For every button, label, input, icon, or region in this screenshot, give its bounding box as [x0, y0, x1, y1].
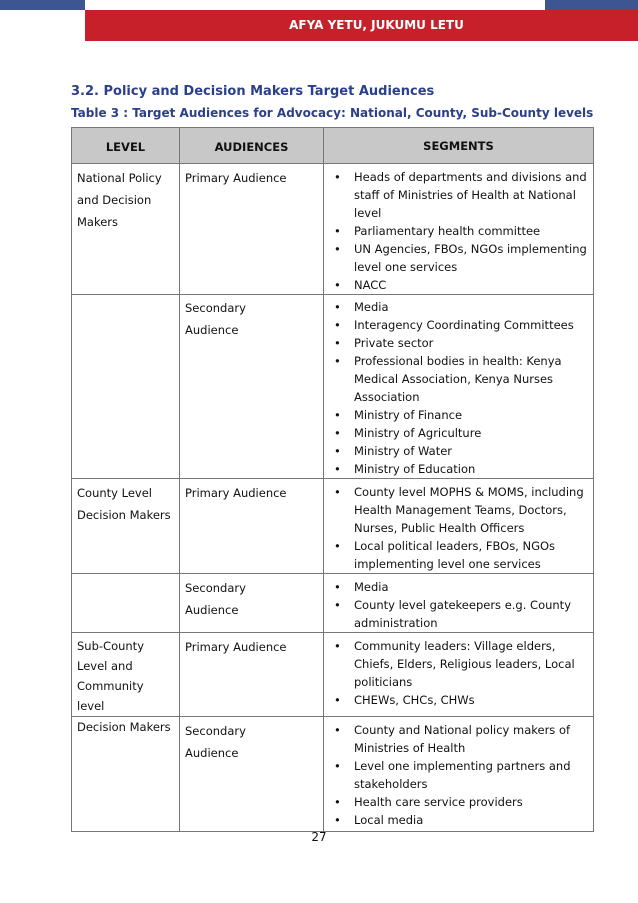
list-item: • Local media [328, 811, 589, 829]
segments-cell [324, 295, 594, 479]
list-item: • Community leaders: Village elders, Chiefs, Elders, Religious leaders, Local politicians [328, 637, 589, 691]
audience-cell [180, 479, 324, 574]
audience-line: Secondary [185, 581, 246, 595]
list-item: • Interagency Coordinating Committees [328, 316, 589, 334]
level-line: Decision Makers [77, 720, 171, 734]
list-item: • Media [328, 578, 589, 596]
audience-line: Secondary [185, 724, 246, 738]
level-cell [72, 164, 180, 295]
segments-cell [324, 633, 594, 717]
audience-line: Primary Audience [185, 171, 287, 185]
header-accent-left [0, 0, 85, 10]
table-title: Table 3 : Target Audiences for Advocacy: National, County, Sub-County levels [71, 106, 594, 120]
list-item: • County level MOPHS & MOMS, including Health Management Teams, Doctors, Nurses, Public Health Officers [328, 483, 589, 537]
level-cell [72, 717, 180, 832]
segments-list [328, 298, 589, 478]
audience-cell [180, 717, 324, 832]
table-row [72, 295, 594, 479]
segments-list [328, 578, 589, 632]
audience-line: Audience [185, 323, 239, 337]
level-line: Sub-County [77, 639, 144, 653]
list-item: • Ministry of Agriculture [328, 424, 589, 442]
segments-list [328, 168, 589, 294]
level-line: Decision Makers [77, 508, 171, 522]
audience-line: Audience [185, 746, 239, 760]
list-item: • UN Agencies, FBOs, NGOs implementing level one services [328, 240, 589, 276]
target-audiences-table [71, 127, 594, 832]
list-item: • Parliamentary health committee [328, 222, 589, 240]
page-number: 27 [311, 830, 327, 844]
table-row [72, 717, 594, 832]
table-header-row [72, 128, 594, 164]
audience-line: Primary Audience [185, 640, 287, 654]
level-line: Level and [77, 659, 133, 673]
level-cell [72, 633, 180, 717]
list-item: • Ministry of Water [328, 442, 589, 460]
level-cell [72, 574, 180, 633]
table-row [72, 479, 594, 574]
list-item: • Private sector [328, 334, 589, 352]
level-cell [72, 479, 180, 574]
level-line: National Policy [77, 171, 162, 185]
list-item: • Heads of departments and divisions and staff of Ministries of Health at National level [328, 168, 589, 222]
segments-cell [324, 164, 594, 295]
header-title: AFYA YETU, JUKUMU LETU [289, 18, 464, 32]
header-accent-right [545, 0, 638, 10]
level-line: County Level [77, 486, 152, 500]
level-line: Community level [77, 679, 144, 713]
segments-cell [324, 574, 594, 633]
audience-cell [180, 633, 324, 717]
table-row [72, 574, 594, 633]
list-item: • Ministry of Finance [328, 406, 589, 424]
list-item: • CHEWs, CHCs, CHWs [328, 691, 589, 709]
table-row [72, 633, 594, 717]
list-item: • Local political leaders, FBOs, NGOs implementing level one services [328, 537, 589, 573]
audience-cell [180, 164, 324, 295]
segments-cell [324, 479, 594, 574]
segments-list [328, 483, 589, 573]
audience-cell [180, 574, 324, 633]
segments-list [328, 637, 589, 709]
audience-line: Audience [185, 603, 239, 617]
list-item: • Media [328, 298, 589, 316]
audience-line: Primary Audience [185, 486, 287, 500]
level-cell [72, 295, 180, 479]
segments-cell [324, 717, 594, 832]
level-line: and Decision [77, 193, 152, 207]
audience-cell [180, 295, 324, 479]
column-header-level: LEVEL [72, 128, 180, 164]
column-header-segments: SEGMENTS [324, 128, 594, 164]
level-line: Makers [77, 215, 119, 229]
list-item: • Health care service providers [328, 793, 589, 811]
audience-line: Secondary [185, 301, 246, 315]
list-item: • Ministry of Education [328, 460, 589, 478]
segments-list [328, 721, 589, 829]
list-item: • County level gatekeepers e.g. County administration [328, 596, 589, 632]
list-item: • NACC [328, 276, 589, 294]
section-title: 3.2. Policy and Decision Makers Target Audiences [71, 84, 435, 99]
list-item: • Level one implementing partners and stakeholders [328, 757, 589, 793]
list-item: • County and National policy makers of Ministries of Health [328, 721, 589, 757]
column-header-audiences: AUDIENCES [180, 128, 324, 164]
list-item: • Professional bodies in health: Kenya Medical Association, Kenya Nurses Association [328, 352, 589, 406]
table-row [72, 164, 594, 295]
